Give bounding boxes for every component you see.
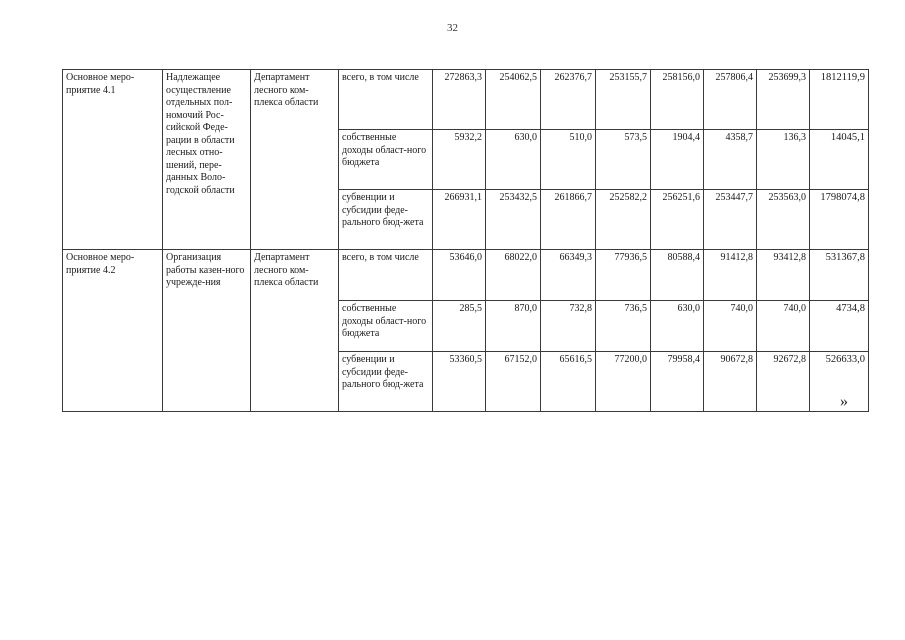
value-cell: 80588,4: [651, 250, 704, 301]
value-cell: 92672,8: [757, 352, 810, 412]
value-cell: 53646,0: [433, 250, 486, 301]
value-cell: 258156,0: [651, 70, 704, 130]
value-cell: 1904,4: [651, 130, 704, 190]
funding-source-label: субвенции и субсидии феде-рального бюд-жета: [342, 354, 424, 390]
page-number: 32: [447, 22, 458, 34]
value-cell: 53360,5: [433, 352, 486, 412]
funding-source-label: всего, в том числе: [342, 252, 419, 263]
total-cell: 1812119,9: [810, 70, 869, 130]
value-cell: 732,8: [541, 301, 596, 352]
value-cell: 4358,7: [704, 130, 757, 190]
total-cell: 4734,8: [810, 301, 869, 352]
value-cell: 65616,5: [541, 352, 596, 412]
value-cell: 253447,7: [704, 190, 757, 250]
responsible-cell: [251, 250, 339, 412]
value-cell: 90672,8: [704, 352, 757, 412]
funding-source-label: собственные доходы област-ного бюджета: [342, 132, 427, 168]
total-cell: 1798074,8: [810, 190, 869, 250]
description-cell: [163, 250, 251, 412]
value-cell: 261866,7: [541, 190, 596, 250]
value-cell: 254062,5: [486, 70, 541, 130]
responsible-executor: Департамент лесного ком-плекса области: [254, 72, 319, 108]
responsible-cell: [251, 70, 339, 250]
measure-description: Организация работы казен-ного учрежде-ния: [166, 252, 245, 288]
value-cell: 77200,0: [596, 352, 651, 412]
table-row: [63, 250, 869, 301]
value-cell: 136,3: [757, 130, 810, 190]
value-cell: 66349,3: [541, 250, 596, 301]
funding-source-label: субвенции и субсидии феде-рального бюд-жета: [342, 192, 424, 228]
budget-table: [62, 69, 869, 412]
value-cell: 77936,5: [596, 250, 651, 301]
measure-description: Надлежащее осуществление отдельных пол-номочий Рос-сийской Феде-рации в области лесных отно-шений, пере-данных Воло-годской области: [166, 72, 235, 196]
source-cell: [339, 70, 433, 130]
value-cell: 256251,6: [651, 190, 704, 250]
value-cell: 510,0: [541, 130, 596, 190]
value-cell: 79958,4: [651, 352, 704, 412]
value-cell: 630,0: [486, 130, 541, 190]
measure-name: Основное меро-приятие 4.1: [66, 72, 135, 96]
value-cell: 91412,8: [704, 250, 757, 301]
source-cell: [339, 301, 433, 352]
value-cell: 262376,7: [541, 70, 596, 130]
responsible-executor: Департамент лесного ком-плекса области: [254, 252, 319, 288]
value-cell: 93412,8: [757, 250, 810, 301]
value-cell: 253699,3: [757, 70, 810, 130]
value-cell: 252582,2: [596, 190, 651, 250]
source-cell: [339, 130, 433, 190]
value-cell: 68022,0: [486, 250, 541, 301]
total-cell: 526633,0: [810, 352, 869, 412]
source-cell: [339, 190, 433, 250]
funding-source-label: собственные доходы област-ного бюджета: [342, 303, 427, 339]
measure-cell: [63, 250, 163, 412]
value-cell: 5932,2: [433, 130, 486, 190]
value-cell: 253432,5: [486, 190, 541, 250]
source-cell: [339, 352, 433, 412]
value-cell: 573,5: [596, 130, 651, 190]
value-cell: 736,5: [596, 301, 651, 352]
value-cell: 272863,3: [433, 70, 486, 130]
source-cell: [339, 250, 433, 301]
measure-name: Основное меро-приятие 4.2: [66, 252, 135, 276]
measure-cell: [63, 70, 163, 250]
total-cell: 14045,1: [810, 130, 869, 190]
value-cell: 870,0: [486, 301, 541, 352]
value-cell: 253563,0: [757, 190, 810, 250]
value-cell: 257806,4: [704, 70, 757, 130]
value-cell: 740,0: [757, 301, 810, 352]
value-cell: 630,0: [651, 301, 704, 352]
description-cell: [163, 70, 251, 250]
table-row: [63, 70, 869, 130]
value-cell: 285,5: [433, 301, 486, 352]
closing-quote-mark: »: [840, 393, 848, 410]
total-cell: 531367,8: [810, 250, 869, 301]
value-cell: 67152,0: [486, 352, 541, 412]
value-cell: 740,0: [704, 301, 757, 352]
value-cell: 266931,1: [433, 190, 486, 250]
funding-source-label: всего, в том числе: [342, 72, 419, 83]
value-cell: 253155,7: [596, 70, 651, 130]
